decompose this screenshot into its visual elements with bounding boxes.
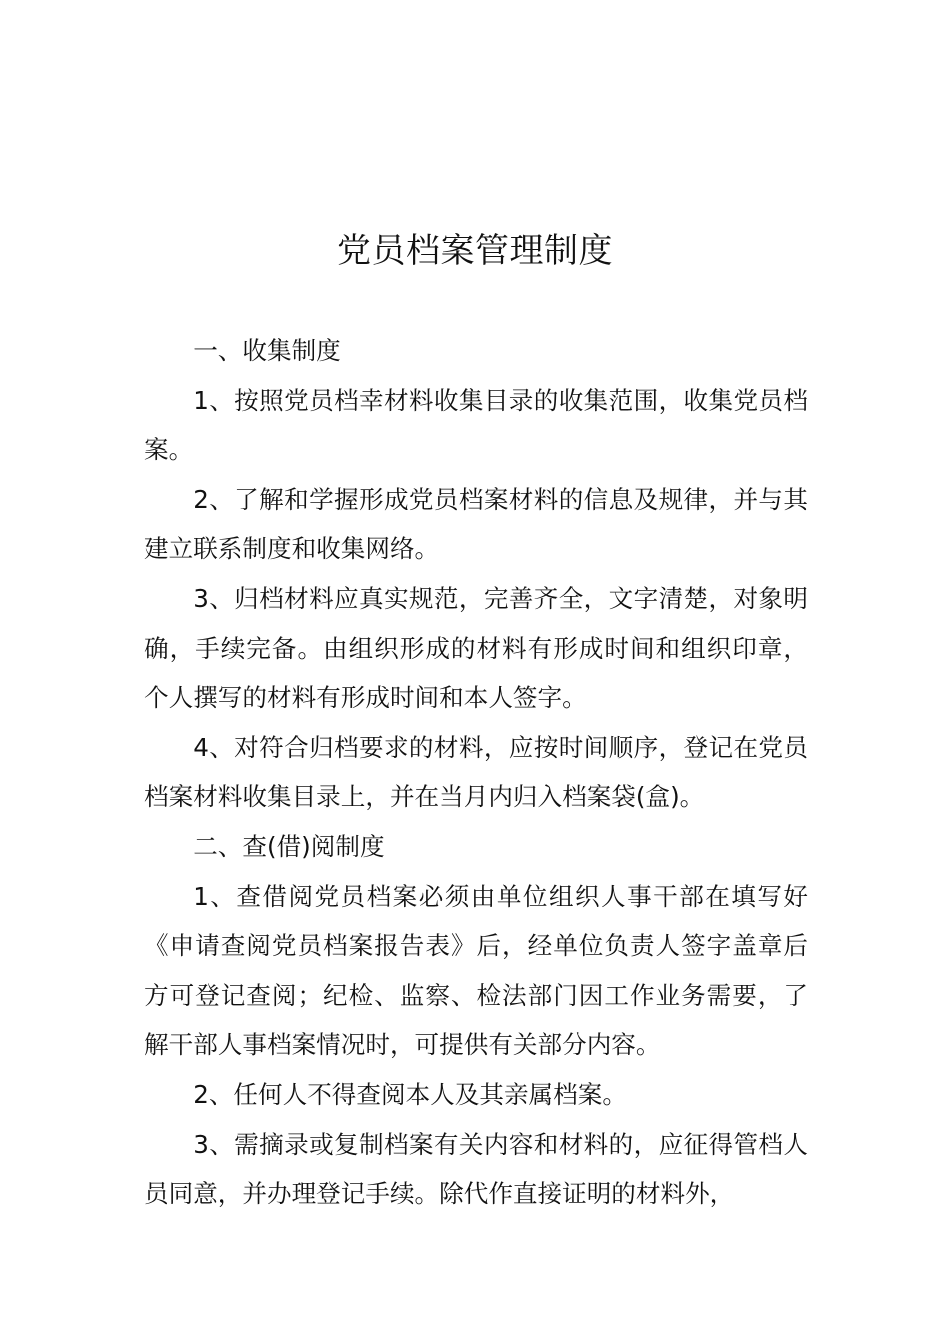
- section-heading-collection: 一、收集制度: [193, 336, 341, 365]
- paragraph: 4、对符合归档要求的材料，应按时间顺序，登记在党员档案材料收集目录上，并在当月内归入档案袋(盒)。: [144, 732, 808, 812]
- paragraph: 2、任何人不得查阅本人及其亲属档案。: [193, 1079, 627, 1109]
- paragraph: 3、归档材料应真实规范，完善齐全，文字清楚，对象明确，手续完备。由组织形成的材料有形成时间和组织印章，个人撰写的材料有形成时间和本人签字。: [144, 583, 808, 713]
- section-heading-access: 二、查(借)阅制度: [193, 831, 385, 861]
- document-body: [144, 326, 808, 1219]
- paragraph: 3、需摘录或复制档案有关内容和材料的，应征得管档人员同意，并办理登记手续。除代作直接证明的材料外，: [144, 1129, 808, 1209]
- paragraph: 1、按照党员档幸材料收集目录的收集范围，收集党员档案。: [144, 385, 808, 465]
- paragraph: 2、了解和学握形成党员档案材料的信息及规律，并与其建立联系制度和收集网络。: [144, 484, 808, 564]
- paragraph: 1、查借阅党员档案必须由单位组织人事干部在填写好《申请查阅党员档案报告表》后，经单位负责人签字盖章后方可登记查阅；纪检、监察、检法部门因工作业务需要，了解干部人事档案情况时，可提供有关部分内容。: [144, 881, 808, 1060]
- document-title: 党员档案管理制度: [337, 231, 613, 271]
